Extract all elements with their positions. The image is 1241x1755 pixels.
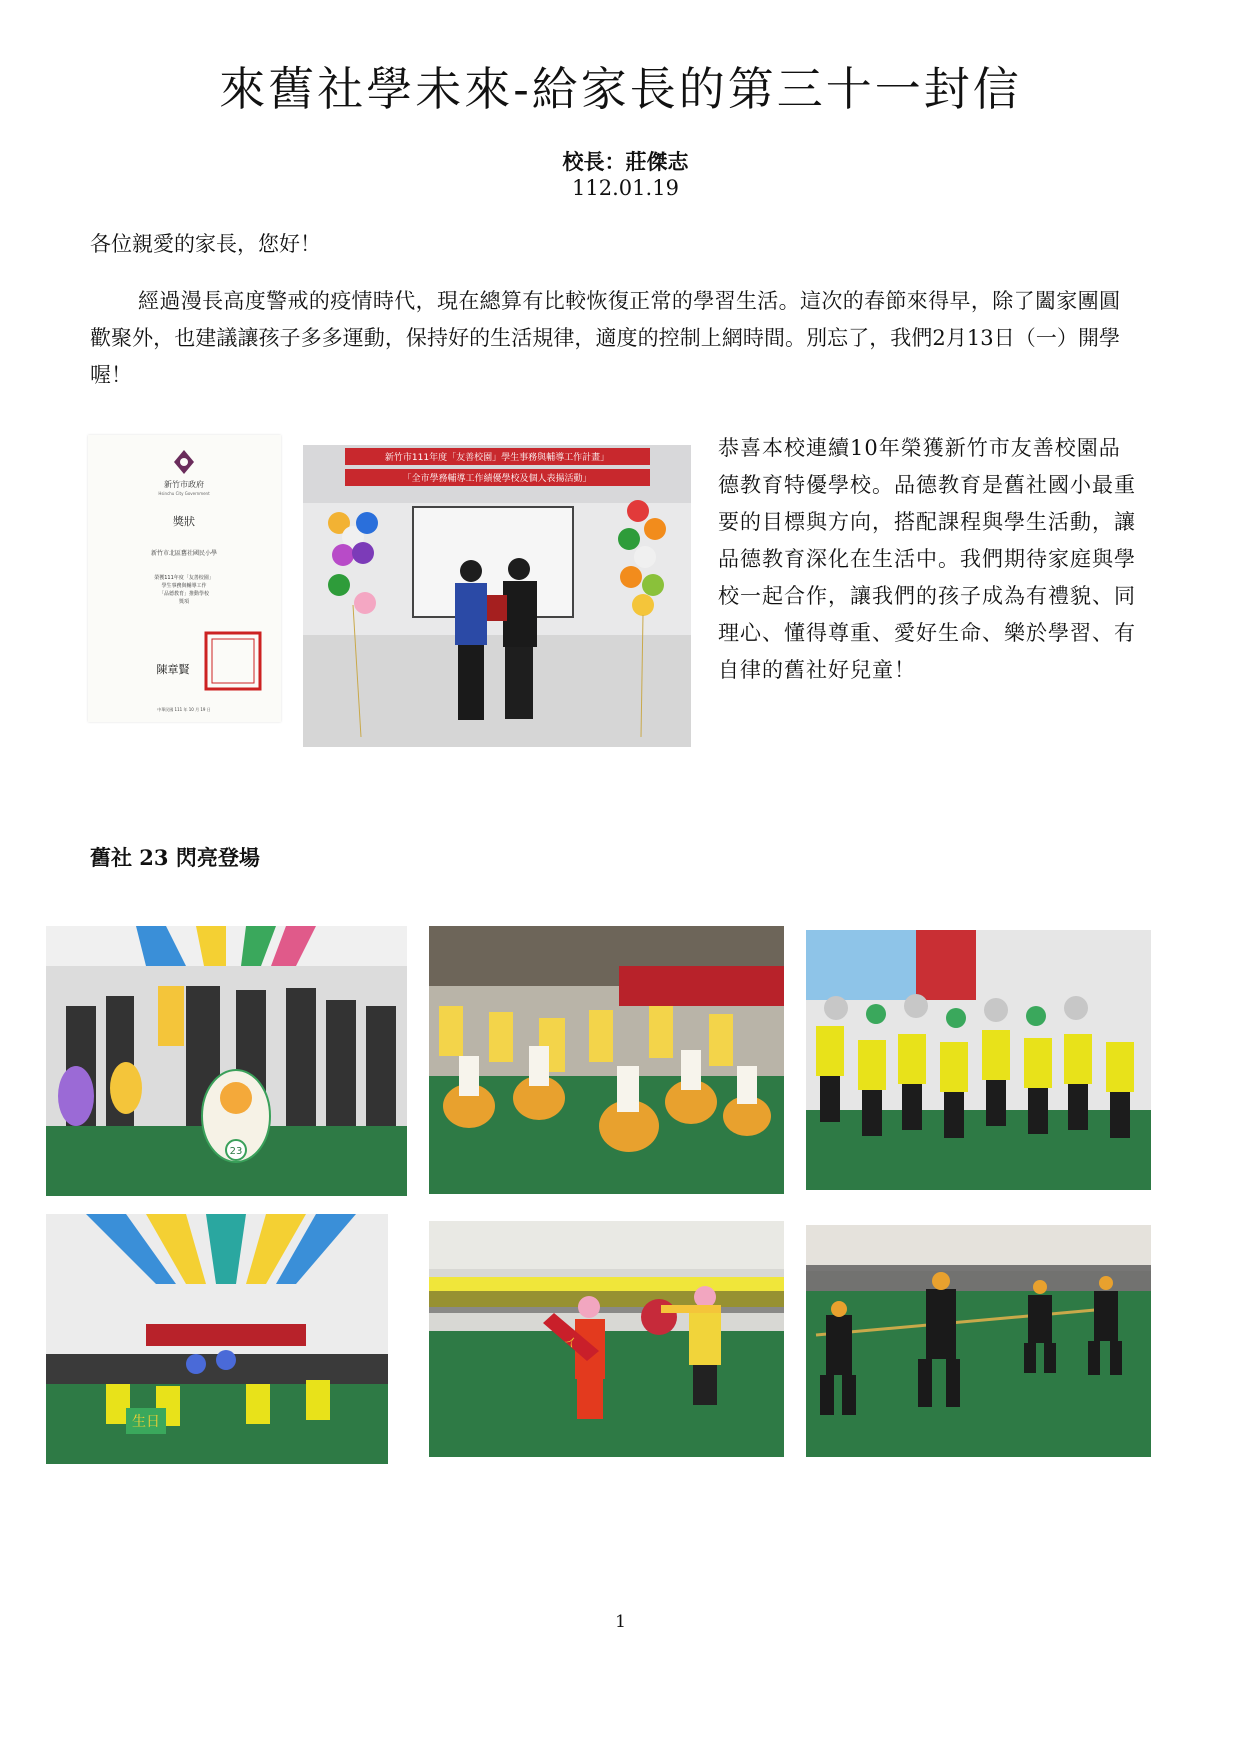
event-photo-tiger-dancers (429, 926, 784, 1194)
cert-recipient: 新竹市北區舊社國民小學 (150, 550, 218, 557)
event-photo-cheer-performance (806, 930, 1151, 1190)
city-emblem-icon (174, 450, 194, 474)
letter-title: 來舊社學未來-給家長的第三十一封信 (219, 62, 1022, 116)
cert-line: 榮獲111年度「友善校園」 (154, 575, 214, 581)
award-plaque (487, 595, 507, 621)
event-photo-cake-cutting (46, 926, 407, 1196)
ceremony-banner-line2: 「全市學務輔導工作績優學校及個人表揚活動」 (402, 474, 592, 484)
photo-caption: 人 (563, 1334, 578, 1350)
ceremony-banner-line1: 新竹市111年度「友善校園」學生事務與輔導工作計畫」 (384, 453, 610, 463)
section-heading: 舊社 23 閃亮登場 (90, 845, 260, 870)
cert-signer: 陳章賢 (156, 663, 190, 676)
cert-line: 獎項 (178, 599, 190, 605)
event-photo-lion-dance (429, 1221, 784, 1457)
lion-head (641, 1299, 677, 1335)
greeting: 各位親愛的家長，您好！ (90, 232, 321, 256)
cert-line: 學生事務與輔導工作 (161, 583, 207, 589)
page-number: 1 (615, 1612, 626, 1632)
award-certificate-image (88, 435, 281, 722)
award-paragraph: 恭喜本校連續10年榮獲新竹市友善校園品德教育特優學校。品德教育是舊社國小最重要的目標與方向，搭配課程與學生活動，讓品德教育深化在生活中。我們期待家庭與學校一起合作，讓我們的孩子成為有禮貌、同理心、懂得尊重、愛好生命、樂於學習、有自律的舊社好兒童！ (718, 436, 1136, 682)
letter-date: 112.01.19 (572, 176, 679, 200)
cert-issuer-en: Hsinchu City Government (158, 491, 210, 496)
body-paragraph: 經過漫長高度警戒的疫情時代，現在總算有比較恢復正常的學習生活。這次的春節來得早，除了闔家團圓歡聚外，也建議讓孩子多多運動，保持好的生活規律，適度的控制上網時間。別忘了，我們2月13日（一）開學喔！ (90, 289, 1121, 387)
letter-author: 校長：莊傑志 (562, 149, 689, 174)
photo-caption: 23 (229, 1146, 243, 1157)
award-ceremony-photo (303, 445, 691, 747)
cert-issuer: 新竹市政府 (164, 480, 204, 489)
cert-line: 「品德教育」推動學校 (158, 591, 210, 597)
photo-caption: 生日 (132, 1414, 160, 1430)
cert-heading: 獎狀 (173, 515, 195, 528)
cert-footer: 中華民國 111 年 10 月 19 日 (157, 707, 211, 712)
event-photo-birthday-hall (46, 1214, 388, 1464)
event-photo-staff-performance (806, 1225, 1151, 1457)
person-right (503, 558, 537, 719)
official-seal-stamp (206, 633, 260, 689)
person-left (455, 560, 487, 720)
